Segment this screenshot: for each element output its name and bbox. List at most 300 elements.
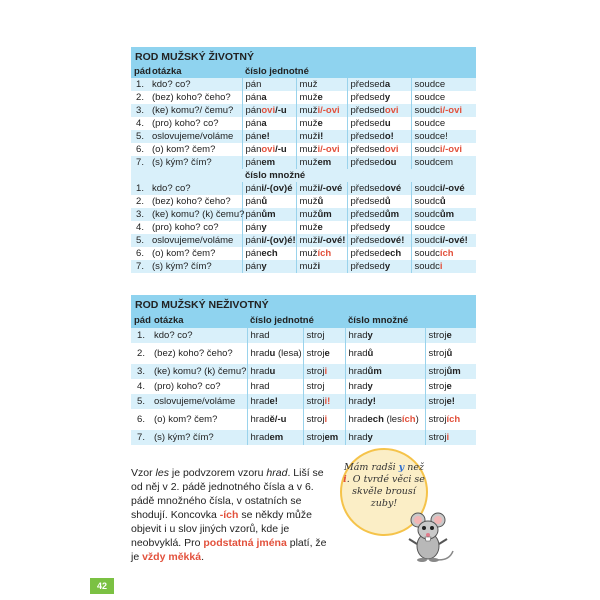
case-question: (bez) koho? čeho? xyxy=(149,91,242,104)
case-question: (o) kom? čem? xyxy=(149,247,242,260)
declension-form xyxy=(242,117,296,130)
text-segment: než xyxy=(404,462,424,473)
text-segment: stroj xyxy=(428,348,447,359)
text-segment: ovi xyxy=(384,144,399,155)
text-segment: i/-ovi xyxy=(439,144,463,155)
declension-form xyxy=(242,260,296,273)
text-segment: i/-ové! xyxy=(439,235,468,246)
text-segment: em xyxy=(261,157,276,168)
text-segment: pán xyxy=(245,118,262,129)
table-row xyxy=(131,260,476,273)
case-question: (ke) komu?/ čemu? xyxy=(149,104,242,117)
page-number: 42 xyxy=(90,578,114,594)
text-segment: y xyxy=(384,261,391,272)
declension-form xyxy=(411,247,476,260)
text-segment: hrad xyxy=(348,330,368,341)
text-segment: ech xyxy=(384,248,402,259)
declension-form xyxy=(347,78,411,91)
text-segment: ích xyxy=(317,248,332,259)
text-segment: pán xyxy=(245,144,262,155)
case-number: 5. xyxy=(131,234,149,247)
declension-form xyxy=(242,208,296,221)
case-question: (o) kom? čem? xyxy=(149,143,242,156)
case-number: 5. xyxy=(131,130,149,143)
table-row xyxy=(131,379,476,394)
table-row xyxy=(131,208,476,221)
text-segment: i xyxy=(446,432,450,443)
text-segment: hrad xyxy=(250,381,270,392)
text-segment: předsed xyxy=(350,222,385,233)
text-segment: e xyxy=(317,92,323,103)
text-segment: hrad xyxy=(250,330,270,341)
declension-form xyxy=(425,409,476,430)
text-segment: i! xyxy=(317,131,324,142)
declension-form xyxy=(296,195,347,208)
text-segment: předsed xyxy=(350,105,385,116)
text-segment: stroj xyxy=(306,366,325,377)
text-segment: e xyxy=(317,222,323,233)
case-question: (s) kým? čím? xyxy=(149,156,242,169)
text-segment: hrad xyxy=(348,366,368,377)
declension-form xyxy=(296,247,347,260)
text-segment: předsed xyxy=(350,118,385,129)
text-segment: pán xyxy=(245,157,262,168)
text-segment: ou xyxy=(384,157,397,168)
table-row xyxy=(131,430,476,445)
case-number: 7. xyxy=(131,156,149,169)
text-segment: u xyxy=(384,118,391,129)
table-row xyxy=(131,182,476,195)
table-subheader-row xyxy=(131,169,476,182)
text-segment: hrad xyxy=(348,414,368,425)
table-row xyxy=(131,117,476,130)
case-question: (pro) koho? co? xyxy=(151,379,247,394)
text-segment: hrad xyxy=(348,348,368,359)
text-segment: o! xyxy=(384,131,394,142)
declension-form xyxy=(242,130,296,143)
case-number: 3. xyxy=(131,104,149,117)
declension-form xyxy=(242,91,296,104)
declension-form xyxy=(296,260,347,273)
text-segment: soudc xyxy=(414,222,440,233)
text-segment: e xyxy=(324,348,330,359)
text-segment: i xyxy=(324,414,328,425)
text-segment: a xyxy=(261,118,267,129)
table-row xyxy=(131,130,476,143)
declension-form xyxy=(296,104,347,117)
text-segment: pán xyxy=(245,92,262,103)
table-title: ROD MUŽSKÝ NEŽIVOTNÝ xyxy=(131,295,476,313)
text-segment: muž xyxy=(299,248,318,259)
case-question: oslovujeme/voláme xyxy=(151,394,247,409)
text-segment: e xyxy=(446,381,452,392)
column-header-pad: pád xyxy=(131,313,151,328)
text-segment: stroj xyxy=(306,348,325,359)
case-number: 4. xyxy=(131,117,149,130)
case-question: kdo? co? xyxy=(149,182,242,195)
text-segment: předsed xyxy=(350,209,385,220)
text-segment: pán xyxy=(245,248,262,259)
text-segment: ovi xyxy=(384,105,399,116)
declension-form xyxy=(347,156,411,169)
text-segment: podstatná jména xyxy=(203,537,287,549)
text-segment: ům xyxy=(446,366,461,377)
text-segment: soudc xyxy=(414,131,440,142)
declension-form xyxy=(347,221,411,234)
table-row xyxy=(131,78,476,91)
case-question: (ke) komu? (k) čemu? xyxy=(149,208,242,221)
case-question: (pro) koho? co? xyxy=(149,221,242,234)
table-masculine-inanimate xyxy=(131,295,476,445)
declension-form xyxy=(296,130,347,143)
declension-form xyxy=(296,143,347,156)
case-number: 1. xyxy=(131,78,149,91)
case-question: (ke) komu? (k) čemu? xyxy=(151,364,247,379)
declension-form xyxy=(296,234,347,247)
text-segment: ům xyxy=(261,209,276,220)
column-header-number: číslo množné xyxy=(242,169,476,182)
declension-form xyxy=(303,409,345,430)
text-segment: muž xyxy=(299,196,318,207)
column-header-pad: pád xyxy=(131,65,149,78)
declension-form xyxy=(247,379,303,394)
declension-form xyxy=(411,260,476,273)
text-segment: e xyxy=(439,118,446,129)
text-segment: stroj xyxy=(306,330,325,341)
text-segment: y xyxy=(261,222,267,233)
case-number: 6. xyxy=(131,247,149,260)
case-question: kdo? co? xyxy=(149,78,242,91)
text-segment: e! xyxy=(269,396,278,407)
text-segment: stroj xyxy=(306,381,325,392)
text-segment: platí, že je xyxy=(131,537,327,563)
table-row xyxy=(131,221,476,234)
text-segment: e xyxy=(317,118,323,129)
text-segment: ovi xyxy=(261,144,276,155)
text-segment: a xyxy=(384,79,391,90)
text-segment: a xyxy=(261,92,267,103)
text-segment: soudc xyxy=(414,79,440,90)
text-segment: předsed xyxy=(350,131,385,142)
table-row xyxy=(131,394,476,409)
text-segment: i/-ové xyxy=(317,183,343,194)
text-segment: i/-ovi xyxy=(317,105,340,116)
text-segment: předsed xyxy=(350,92,385,103)
text-segment: soudc xyxy=(414,92,440,103)
text-segment: muž xyxy=(299,118,318,129)
case-number: 1. xyxy=(131,328,151,343)
case-question: (pro) koho? co? xyxy=(149,117,242,130)
text-segment: muž xyxy=(299,183,318,194)
text-segment: muž xyxy=(299,79,318,90)
text-segment: stroj xyxy=(428,330,447,341)
text-segment: muž xyxy=(299,131,318,142)
declension-form xyxy=(347,91,411,104)
text-segment: y xyxy=(367,381,373,392)
declension-form xyxy=(242,78,296,91)
text-segment: . xyxy=(201,551,204,563)
text-segment: y xyxy=(384,92,391,103)
text-segment: hrad xyxy=(266,467,288,479)
spacer xyxy=(149,169,242,182)
text-segment: e xyxy=(439,92,446,103)
table-title: ROD MUŽSKÝ ŽIVOTNÝ xyxy=(131,47,476,65)
text-segment: hrad xyxy=(250,414,270,425)
text-segment: pán xyxy=(245,105,262,116)
declension-form xyxy=(345,379,425,394)
text-segment: i/-ové xyxy=(439,183,465,194)
declension-form xyxy=(247,409,303,430)
text-segment: i! xyxy=(324,396,331,407)
text-segment: y xyxy=(398,462,405,473)
case-number: 7. xyxy=(131,430,151,445)
case-number: 6. xyxy=(131,409,151,430)
text-segment: stroj xyxy=(428,366,447,377)
declension-table xyxy=(131,313,476,445)
table-row xyxy=(131,104,476,117)
text-segment: soudc xyxy=(414,235,440,246)
declension-form xyxy=(425,430,476,445)
declension-form xyxy=(411,130,476,143)
declension-form xyxy=(247,364,303,379)
table-row xyxy=(131,91,476,104)
table-header-row xyxy=(131,313,476,328)
text-segment: y xyxy=(384,222,391,233)
text-segment: pán xyxy=(245,261,262,272)
table-row xyxy=(131,364,476,379)
declension-form xyxy=(411,104,476,117)
case-question: oslovujeme/voláme xyxy=(149,130,242,143)
speech-bubble-text xyxy=(343,462,425,510)
text-segment: soudc xyxy=(414,248,440,259)
declension-form xyxy=(296,156,347,169)
text-segment: ům xyxy=(384,209,400,220)
declension-form xyxy=(425,343,476,364)
text-segment: pán xyxy=(245,79,262,90)
text-segment: hrad xyxy=(250,432,270,443)
text-segment: i/-(ov)é! xyxy=(261,235,296,246)
text-segment: stroj xyxy=(428,432,447,443)
text-segment: muž xyxy=(299,157,318,168)
text-segment: stroj xyxy=(306,414,325,425)
declension-form xyxy=(345,430,425,445)
declension-form xyxy=(347,182,411,195)
text-segment: ích xyxy=(401,414,416,425)
declension-form xyxy=(411,182,476,195)
text-segment: y xyxy=(367,330,373,341)
declension-form xyxy=(411,91,476,104)
text-segment: ům xyxy=(317,209,332,220)
declension-form xyxy=(242,104,296,117)
text-segment: i xyxy=(317,261,321,272)
declension-form xyxy=(242,195,296,208)
case-number: 3. xyxy=(131,208,149,221)
text-segment: e! xyxy=(439,131,448,142)
text-segment: ích xyxy=(439,248,454,259)
case-number: 4. xyxy=(131,379,151,394)
declension-form xyxy=(345,394,425,409)
declension-form xyxy=(296,208,347,221)
text-segment: předsed xyxy=(350,183,385,194)
text-segment: ů xyxy=(367,348,374,359)
text-segment: předsed xyxy=(350,235,385,246)
case-number: 7. xyxy=(131,260,149,273)
text-segment: u xyxy=(269,348,276,359)
text-segment: em xyxy=(317,157,332,168)
text-segment: (lesa) xyxy=(275,348,302,359)
table-row xyxy=(131,409,476,430)
text-segment: y xyxy=(367,432,373,443)
text-segment: pán xyxy=(245,222,262,233)
case-number: 3. xyxy=(131,364,151,379)
declension-form xyxy=(242,221,296,234)
text-segment: u xyxy=(269,366,276,377)
text-segment: muž xyxy=(299,209,318,220)
declension-form xyxy=(345,364,425,379)
text-segment: předsed xyxy=(350,248,385,259)
declension-form xyxy=(242,182,296,195)
declension-form xyxy=(347,195,411,208)
declension-form xyxy=(242,247,296,260)
text-segment: stroj xyxy=(306,396,325,407)
column-header-plural: číslo množné xyxy=(345,313,476,328)
declension-form xyxy=(411,78,476,91)
declension-form xyxy=(303,364,345,379)
declension-form xyxy=(296,91,347,104)
text-segment: em xyxy=(324,432,339,443)
declension-form xyxy=(247,430,303,445)
declension-table xyxy=(131,65,476,273)
text-segment: hrad xyxy=(250,366,270,377)
text-segment: ům xyxy=(439,209,455,220)
text-segment: soudc xyxy=(414,118,440,129)
declension-form xyxy=(425,364,476,379)
declension-form xyxy=(425,394,476,409)
text-segment: stroj xyxy=(428,381,447,392)
text-segment: . Liší se od něj v 2. pádě jednotného čísla a v 6. pádě množného čísla, v ostatních se shodují. Koncovka xyxy=(131,467,324,521)
declension-form xyxy=(242,234,296,247)
text-segment: ů xyxy=(384,196,391,207)
text-segment: em xyxy=(269,432,284,443)
declension-form xyxy=(411,143,476,156)
mouse-illustration xyxy=(398,506,458,566)
text-segment: je podvzorem vzoru xyxy=(168,467,267,479)
text-segment: -ích xyxy=(219,509,239,521)
declension-form xyxy=(411,117,476,130)
table-row xyxy=(131,247,476,260)
case-number: 4. xyxy=(131,221,149,234)
text-segment: i/-ovi xyxy=(439,105,463,116)
declension-form xyxy=(347,117,411,130)
text-segment: ech xyxy=(261,248,278,259)
declension-form xyxy=(296,78,347,91)
text-segment: předsed xyxy=(350,196,385,207)
text-segment: pán xyxy=(245,131,262,142)
case-question: kdo? co? xyxy=(151,328,247,343)
text-segment: ů xyxy=(317,196,324,207)
table-row xyxy=(131,143,476,156)
text-segment: soudc xyxy=(414,144,440,155)
text-segment: pán xyxy=(245,209,262,220)
declension-form xyxy=(347,130,411,143)
declension-form xyxy=(425,379,476,394)
declension-form xyxy=(303,394,345,409)
text-segment: ům xyxy=(367,366,382,377)
declension-form xyxy=(247,394,303,409)
text-segment: i/-(ov)é xyxy=(261,183,293,194)
text-segment: ů xyxy=(261,196,268,207)
spacer xyxy=(131,169,149,182)
declension-form xyxy=(303,343,345,364)
text-segment: e xyxy=(439,222,446,233)
text-segment: (les xyxy=(383,414,402,425)
text-segment: ové xyxy=(384,183,402,194)
text-segment: pán xyxy=(245,235,262,246)
text-segment: Vzor xyxy=(131,467,156,479)
text-segment: e xyxy=(446,330,452,341)
text-segment: stroj xyxy=(428,414,447,425)
declension-form xyxy=(347,234,411,247)
text-segment: i/-ové! xyxy=(317,235,346,246)
declension-form xyxy=(296,117,347,130)
text-segment: Mám radši xyxy=(344,462,399,473)
case-question: (bez) koho? čeho? xyxy=(149,195,242,208)
declension-form xyxy=(303,328,345,343)
text-segment: hrad xyxy=(250,396,270,407)
declension-form xyxy=(425,328,476,343)
text-segment: soudc xyxy=(414,183,440,194)
case-question: (bez) koho? čeho? xyxy=(151,343,247,364)
text-segment: les xyxy=(155,467,169,479)
declension-form xyxy=(296,182,347,195)
text-segment: předsed xyxy=(350,79,385,90)
text-segment: stroj xyxy=(306,432,325,443)
case-question: (s) kým? čím? xyxy=(149,260,242,273)
case-number: 1. xyxy=(131,182,149,195)
declension-form xyxy=(411,234,476,247)
table-row xyxy=(131,234,476,247)
declension-form xyxy=(347,260,411,273)
declension-form xyxy=(345,328,425,343)
text-segment: muž xyxy=(299,92,318,103)
text-segment: ech xyxy=(367,414,384,425)
text-segment: i/-ovi xyxy=(317,144,340,155)
declension-form xyxy=(411,156,476,169)
table-masculine-animate xyxy=(131,47,476,273)
column-header-otazka: otázka xyxy=(151,313,247,328)
declension-form xyxy=(347,143,411,156)
text-segment: ích xyxy=(446,414,461,425)
text-segment: soudc xyxy=(414,209,440,220)
text-segment: soudc xyxy=(414,105,440,116)
text-segment: muž xyxy=(299,261,318,272)
text-segment: hrad xyxy=(250,348,270,359)
declension-form xyxy=(411,195,476,208)
text-segment: /-u xyxy=(275,105,287,116)
text-segment: . O tvrdé věci se skvěle brousí zuby! xyxy=(346,474,425,509)
declension-form xyxy=(303,430,345,445)
text-segment: pán xyxy=(245,183,262,194)
declension-form xyxy=(411,208,476,221)
declension-form xyxy=(296,221,347,234)
declension-form xyxy=(347,247,411,260)
text-segment: předsed xyxy=(350,157,385,168)
text-segment: předsed xyxy=(350,144,385,155)
text-segment: vždy měkká xyxy=(142,551,202,563)
text-segment: soudc xyxy=(414,261,440,272)
case-question: (s) kým? čím? xyxy=(151,430,247,445)
text-segment: soudc xyxy=(414,157,440,168)
